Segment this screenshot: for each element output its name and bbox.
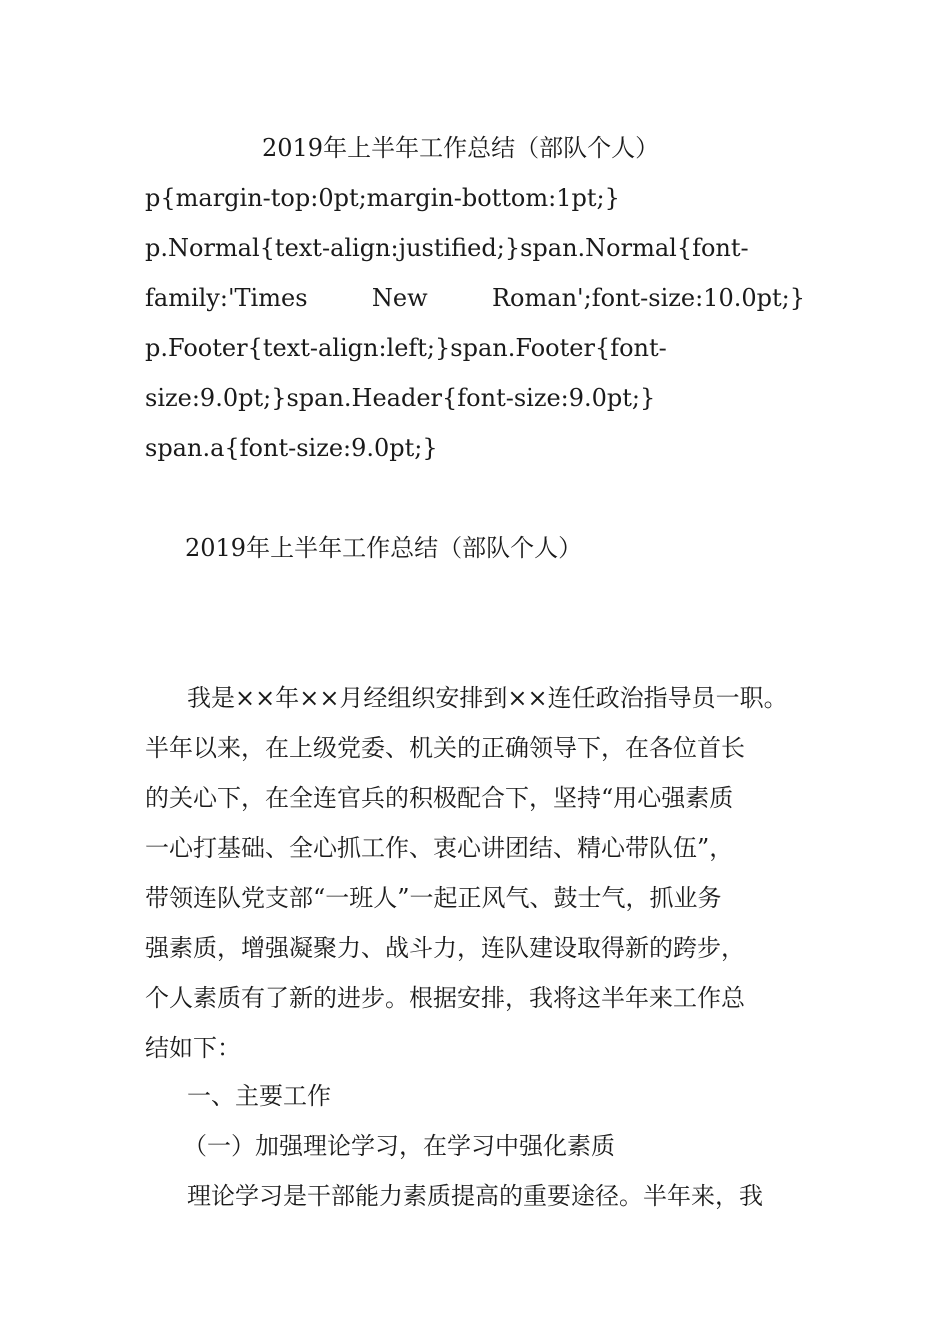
body-line-6: 强素质，增强凝聚力、战斗力，连队建设取得新的跨步， [145, 934, 745, 962]
style-text-line-3 [145, 283, 805, 313]
body-line-9: 理论学习是干部能力素质提高的重要途径。半年来，我 [187, 1182, 763, 1210]
body-line-8: 结如下： [145, 1034, 241, 1062]
style-text-word: Roman';font-size:10.0pt;} [491, 284, 805, 312]
style-text-line-1: p{margin-top:0pt;margin-bottom:1pt;} [145, 184, 620, 212]
document-title: 2019年上半年工作总结（部队个人） [262, 134, 660, 162]
style-text-line-6: span.a{font-size:9.0pt;} [145, 434, 438, 462]
style-text-line-5: size:9.0pt;}span.Header{font-size:9.0pt;} [145, 384, 656, 412]
body-line-5: 带领连队党支部“一班人”一起正风气、鼓士气，抓业务 [145, 884, 722, 912]
style-text-line-4: p.Footer{text-align:left;}span.Footer{font- [145, 334, 667, 362]
body-line-7: 个人素质有了新的进步。根据安排，我将这半年来工作总 [145, 984, 745, 1012]
style-text-word: family:'Times [145, 284, 308, 312]
body-line-2: 半年以来，在上级党委、机关的正确领导下，在各位首长 [145, 734, 745, 762]
subsection-heading: （一）加强理论学习，在学习中强化素质 [183, 1132, 615, 1160]
section-heading: 一、主要工作 [187, 1082, 331, 1110]
body-line-1: 我是××年××月经组织安排到××连任政治指导员一职。 [187, 684, 788, 712]
style-text-line-2: p.Normal{text-align:justified;}span.Normal{font- [145, 234, 749, 262]
body-line-4: 一心打基础、全心抓工作、衷心讲团结、精心带队伍”， [145, 834, 734, 862]
document-subtitle: 2019年上半年工作总结（部队个人） [185, 534, 583, 562]
style-text-word: New [371, 284, 428, 312]
body-line-3: 的关心下，在全连官兵的积极配合下，坚持“用心强素质 [145, 784, 734, 812]
